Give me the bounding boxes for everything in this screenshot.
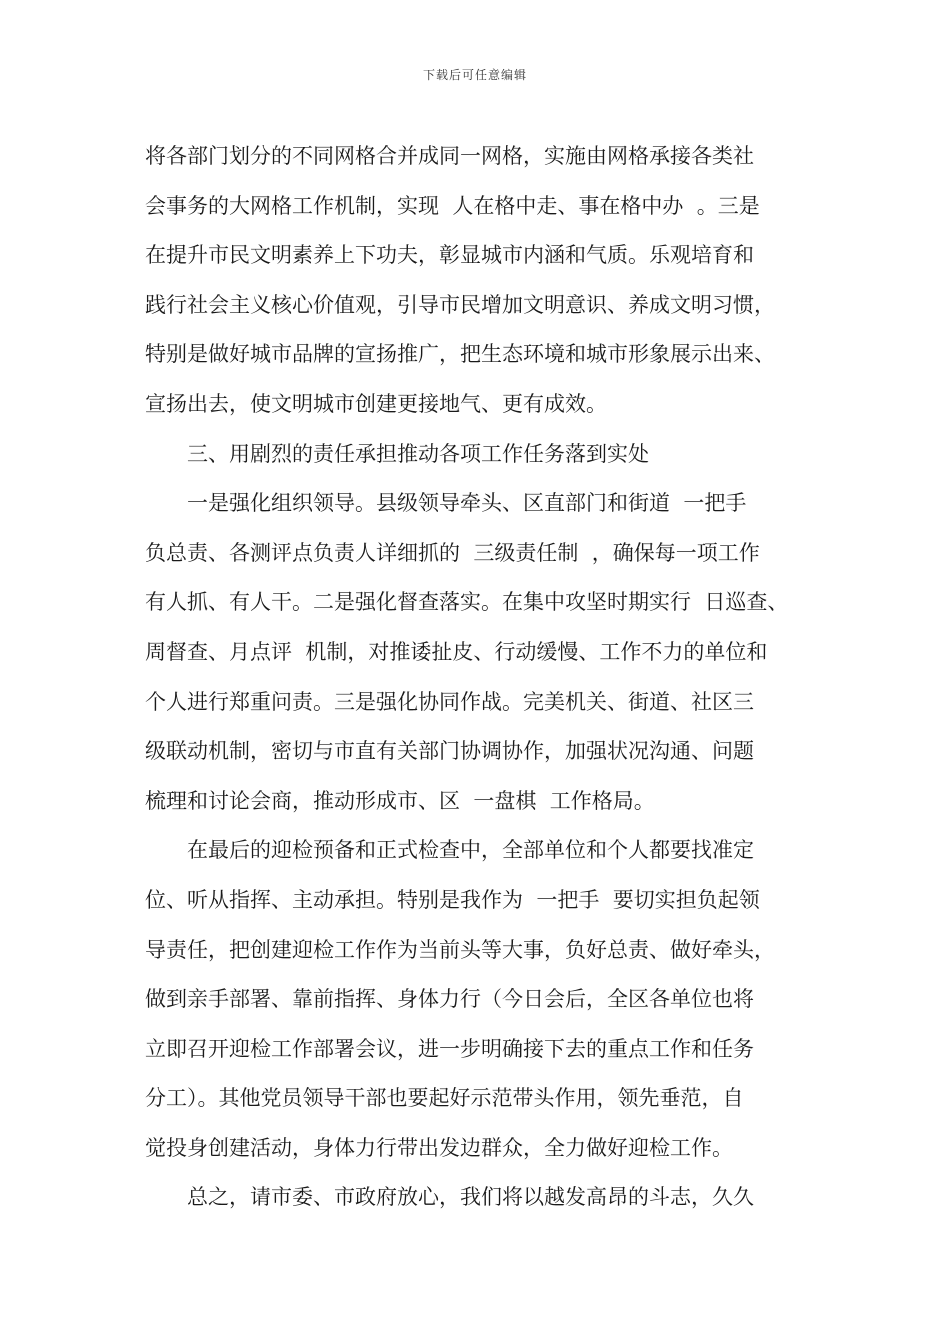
text-line: 总之，请市委、市政府放心，我们将以越发高昂的斗志，久久	[187, 1185, 754, 1210]
text-line: 在提升市民文明素养上下功夫，彰显城市内涵和气质。乐观培育和	[145, 243, 754, 268]
text-line: 宣扬出去，使文明城市创建更接地气、更有成效。	[145, 391, 607, 416]
text-line: 在最后的迎检预备和正式检查中，全部单位和个人都要找准定	[187, 838, 754, 863]
section-heading: 三、用剧烈的责任承担推动各项工作任务落到实处	[187, 441, 649, 466]
text-line: 会事务的大网格工作机制，实现 人在格中走、事在格中办 。三是	[145, 193, 760, 218]
text-line: 觉投身创建活动，身体力行带出发边群众，全力做好迎检工作。	[145, 1135, 733, 1160]
text-line: 立即召开迎检工作部署会议，进一步明确接下去的重点工作和任务	[145, 1036, 754, 1061]
text-line: 负总责、各测评点负责人详细抓的 三级责任制 ，确保每一项工作	[145, 540, 760, 565]
text-line: 做到亲手部署、靠前指挥、身体力行（今日会后，全区各单位也将	[145, 987, 754, 1012]
text-line: 将各部门划分的不同网格合并成同一网格，实施由网格承接各类社	[145, 144, 754, 168]
text-line: 导责任，把创建迎检工作作为当前头等大事，负好总责、做好牵头，	[145, 937, 775, 962]
text-line: 周督查、月点评 机制，对推诿扯皮、行动缓慢、工作不力的单位和	[145, 639, 768, 664]
text-line: 分工）。其他党员领导干部也要起好示范带头作用，领先垂范，自	[145, 1086, 744, 1111]
text-line: 践行社会主义核心价值观，引导市民增加文明意识、养成文明习惯，	[145, 292, 775, 317]
text-line: 一是强化组织领导。县级领导牵头、区直部门和街道 一把手	[187, 491, 747, 516]
text-line: 级联动机制，密切与市直有关部门协调协作，加强状况沟通、问题	[145, 739, 754, 764]
page-header: 下载后可任意编辑	[422, 68, 527, 82]
text-line: 梳理和讨论会商，推动形成市、区 一盘棋 工作格局。	[145, 788, 655, 813]
text-line: 特别是做好城市品牌的宣扬推广，把生态环境和城市形象展示出来、	[145, 342, 775, 367]
text-line: 有人抓、有人干。二是强化督查落实。在集中攻坚时期实行 日巡查、	[145, 590, 789, 615]
text-line: 个人进行郑重问责。三是强化协同作战。完美机关、街道、社区三	[145, 689, 754, 714]
document-body	[145, 132, 825, 1223]
text-line: 位、听从指挥、主动承担。特别是我作为 一把手 要切实担负起领	[145, 887, 760, 912]
